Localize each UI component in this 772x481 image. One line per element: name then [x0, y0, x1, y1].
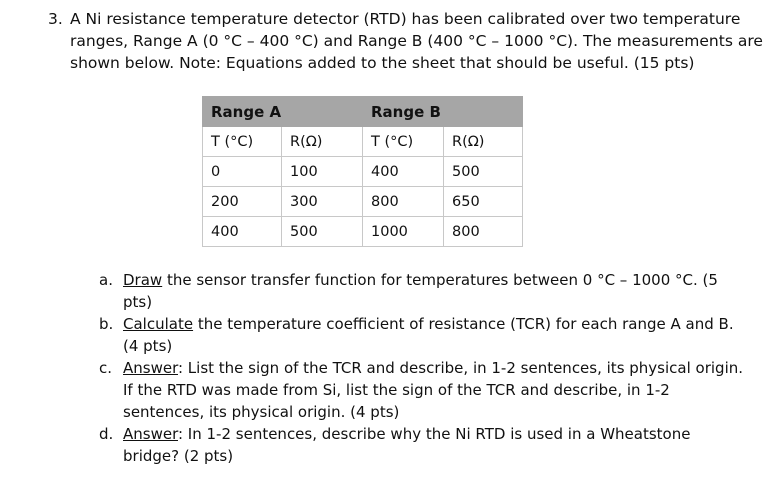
- table-cell: 400: [203, 217, 282, 247]
- column-header: T (°C): [363, 127, 444, 157]
- range-b-header: Range B: [363, 97, 523, 127]
- table-cell: 400: [363, 157, 444, 187]
- range-a-header: Range A: [203, 97, 363, 127]
- calibration-table: [202, 96, 523, 247]
- range-header-row: [203, 97, 523, 127]
- action-verb: Answer: [123, 359, 178, 377]
- sub-question-body: [123, 313, 734, 357]
- action-verb: Calculate: [123, 315, 194, 333]
- sub-question-line: [123, 313, 734, 335]
- sub-question-b: [0, 313, 772, 357]
- sub-question-c: [0, 357, 772, 423]
- table-row: [203, 187, 523, 217]
- table-cell: 800: [363, 187, 444, 217]
- question-number: 3.: [48, 10, 63, 28]
- table-cell: 500: [444, 157, 523, 187]
- sub-question-line: If the RTD was made from Si, list the sign of the TCR and describe, in 1-2: [123, 381, 670, 399]
- column-header: R(Ω): [282, 127, 363, 157]
- sub-question-line: pts): [123, 293, 153, 311]
- sub-question-line: [123, 269, 718, 291]
- sub-question-line: [123, 423, 713, 445]
- sub-question-line: (4 pts): [123, 337, 173, 355]
- action-verb: Draw: [123, 271, 163, 289]
- table-cell: 500: [282, 217, 363, 247]
- column-header: T (°C): [203, 127, 282, 157]
- table-cell: 0: [203, 157, 282, 187]
- table-cell: 300: [282, 187, 363, 217]
- line-text: : List the sign of the TCR and describe, in 1-2 sentences, its physical origin.: [177, 359, 744, 377]
- line-text: the temperature coefficient of resistance (TCR) for each range A and B.: [193, 315, 734, 333]
- question-text: [70, 8, 763, 74]
- line-text: : In 1-2 sentences, describe why the Ni RTD is used in a Wheatstone: [177, 425, 691, 443]
- table-cell: 1000: [363, 217, 444, 247]
- sub-question-body: [123, 269, 718, 313]
- table-row: [203, 217, 523, 247]
- table-row: [203, 157, 523, 187]
- sub-question-letter: b.: [99, 315, 114, 333]
- table-cell: 800: [444, 217, 523, 247]
- sub-question-d: [0, 423, 772, 467]
- column-header-row: [203, 127, 523, 157]
- sub-question-letter: a.: [99, 271, 113, 289]
- action-verb: Answer: [123, 425, 178, 443]
- sub-question-line: sentences, its physical origin. (4 pts): [123, 403, 400, 421]
- sub-question-letter: d.: [99, 425, 114, 443]
- sub-question-a: [0, 269, 772, 313]
- table-cell: 650: [444, 187, 523, 217]
- sub-question-body: [123, 357, 744, 423]
- question-line: A Ni resistance temperature detector (RTD) has been calibrated over two temperature: [70, 10, 741, 28]
- sub-question-line: [123, 357, 744, 379]
- sub-question-line: bridge? (2 pts): [123, 447, 234, 465]
- table-cell: 100: [282, 157, 363, 187]
- table-cell: 200: [203, 187, 282, 217]
- sub-questions: [0, 269, 772, 467]
- line-text: the sensor transfer function for temperatures between 0 °C – 1000 °C. (5: [162, 271, 718, 289]
- sub-question-letter: c.: [99, 359, 113, 377]
- question-line: shown below. Note: Equations added to the sheet that should be useful. (15 pts): [70, 54, 695, 72]
- column-header: R(Ω): [444, 127, 523, 157]
- question-line: ranges, Range A (0 °C – 400 °C) and Range B (400 °C – 1000 °C). The measurements are: [70, 32, 763, 50]
- sub-question-body: [123, 423, 713, 467]
